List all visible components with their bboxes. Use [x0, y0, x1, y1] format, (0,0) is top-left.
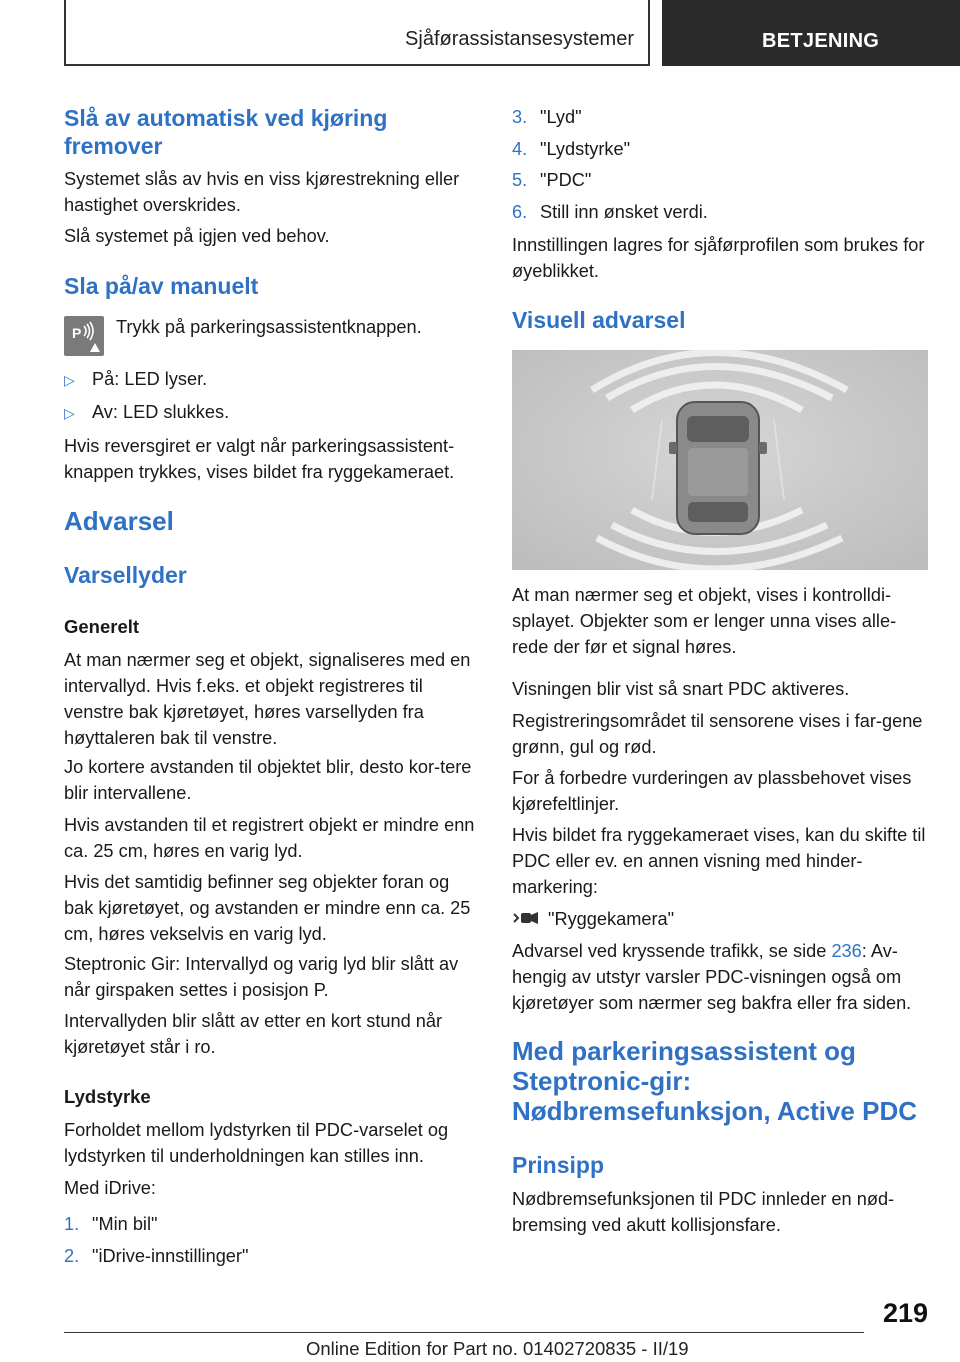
triangle-bullet-icon: ▷ [64, 405, 75, 421]
header-chapter-box [662, 0, 960, 66]
paragraph: Steptronic Gir: Intervallyd og varig lyd blir slått av når girspaken settes i posisjon P. [64, 954, 459, 1000]
paragraph: Intervallyden blir slått av etter en kort stund når kjøretøyet står i ro. [64, 1011, 443, 1057]
paragraph: Jo kortere avstanden til objektet blir, desto kor-tere blir intervallene. [64, 757, 472, 803]
list-item-on: ▷ På: LED lyser. [64, 366, 476, 393]
hand-pointer-icon [0, 0, 28, 30]
camera-option-row: "Ryggekamera" [512, 906, 930, 932]
paragraph: Visningen blir vist så snart PDC aktiveres. [512, 679, 850, 699]
heading-sounds: Varsellyder [64, 562, 187, 588]
paragraph-press-button: Trykk på parkeringsassistentknappen. [116, 317, 422, 337]
heading-visual-warning: Visuell advarsel [512, 307, 686, 333]
triangle-bullet-icon: ▷ [64, 372, 75, 388]
rear-camera-icon [512, 908, 540, 928]
footer-edition: Online Edition for Part no. 01402720835 - II/19 [306, 1338, 689, 1359]
paragraph: For å forbedre vurderingen av plassbehovet vises kjørefeltlinjer. [512, 768, 912, 814]
heading-emergency-brake: Med parkeringsassistent og Steptronic-gir: Nødbremsefunksjon, Active PDC [512, 1036, 918, 1126]
list-item: 2. "iDrive-innstillinger" [64, 1246, 249, 1266]
paragraph: Hvis avstanden til et registrert objekt er mindre enn ca. 25 cm, høres en varig lyd. [64, 815, 475, 861]
page-number: 219 [882, 1298, 928, 1328]
list-item: 3. "Lyd" [512, 107, 582, 127]
svg-text:P: P [72, 325, 82, 341]
paragraph: Slå systemet på igjen ved behov. [64, 226, 330, 246]
paragraph: Hvis reversgiret er valgt når parkeringsassistent-knappen trykkes, vises bildet fra ryggekameraet. [64, 436, 455, 482]
pdc-display-illustration [512, 350, 928, 570]
paragraph: Registreringsområdet til sensorene vises i far-gene grønn, gul og rød. [512, 711, 923, 757]
heading-auto-off: Slå av automatisk ved kjøring fremover [64, 105, 388, 159]
list-item: 4. "Lydstyrke" [512, 139, 631, 159]
heading-principle: Prinsipp [512, 1152, 605, 1178]
list-item: 5. "PDC" [512, 170, 592, 190]
list-item: 1. "Min bil" [64, 1214, 158, 1234]
parking-assist-button-icon [64, 316, 104, 356]
paragraph: Innstillingen lagres for sjåførprofilen som brukes for øyeblikket. [512, 235, 925, 281]
paragraph: At man nærmer seg et objekt, signaliseres med en intervallyd. Hvis f.eks. et objekt registreres til venstre bak kjøretøyet, høres varsellyden fra høyttaleren bak til venstre. [64, 650, 471, 748]
heading-warning: Advarsel [64, 506, 174, 536]
footer-divider [64, 1332, 864, 1333]
paragraph: Forholdet mellom lydstyrken til PDC-varselet og lydstyrken til underholdningen kan stilles inn. [64, 1120, 449, 1166]
heading-general: Generelt [64, 616, 140, 637]
paragraph: Systemet slås av hvis en viss kjørestrekning eller hastighet overskrides. [64, 169, 460, 215]
list-item: 6. Still inn ønsket verdi. [512, 202, 708, 222]
paragraph: Nødbremsefunksjonen til PDC innleder en nød-bremsing ved akutt kollisjonsfare. [512, 1189, 895, 1235]
page-link[interactable]: 236 [831, 941, 862, 961]
paragraph: Hvis bildet fra ryggekameraet vises, kan du skifte til PDC eller ev. en annen visning med hinder-markering: [512, 825, 926, 897]
header-section-title: Sjåførassistansesystemer [405, 28, 634, 50]
page-header [0, 0, 960, 66]
header-section-box [64, 0, 650, 66]
heading-manual: Sla på/av manuelt [64, 273, 259, 299]
paragraph: At man nærmer seg et objekt, vises i kontrolldi-splayet. Objekter som er lenger unna vises alle-rede der før et signal høres. [512, 585, 897, 657]
list-item-off: ▷ Av: LED slukkes. [64, 399, 476, 426]
heading-volume: Lydstyrke [64, 1086, 151, 1107]
paragraph-cross-traffic: Advarsel ved kryssende trafikk, se side 236: Av-hengig av utstyr varsler PDC-visningen også om kjøretøyer som nærmer seg bakfra eller fra siden. [512, 941, 912, 1013]
paragraph: Med iDrive: [64, 1178, 156, 1198]
header-chapter-title: BETJENING [762, 30, 880, 52]
paragraph: Hvis det samtidig befinner seg objekter foran og bak kjøretøyet, og avstanden er mindre enn ca. 25 cm, høres vekselvis en varig lyd. [64, 872, 471, 944]
